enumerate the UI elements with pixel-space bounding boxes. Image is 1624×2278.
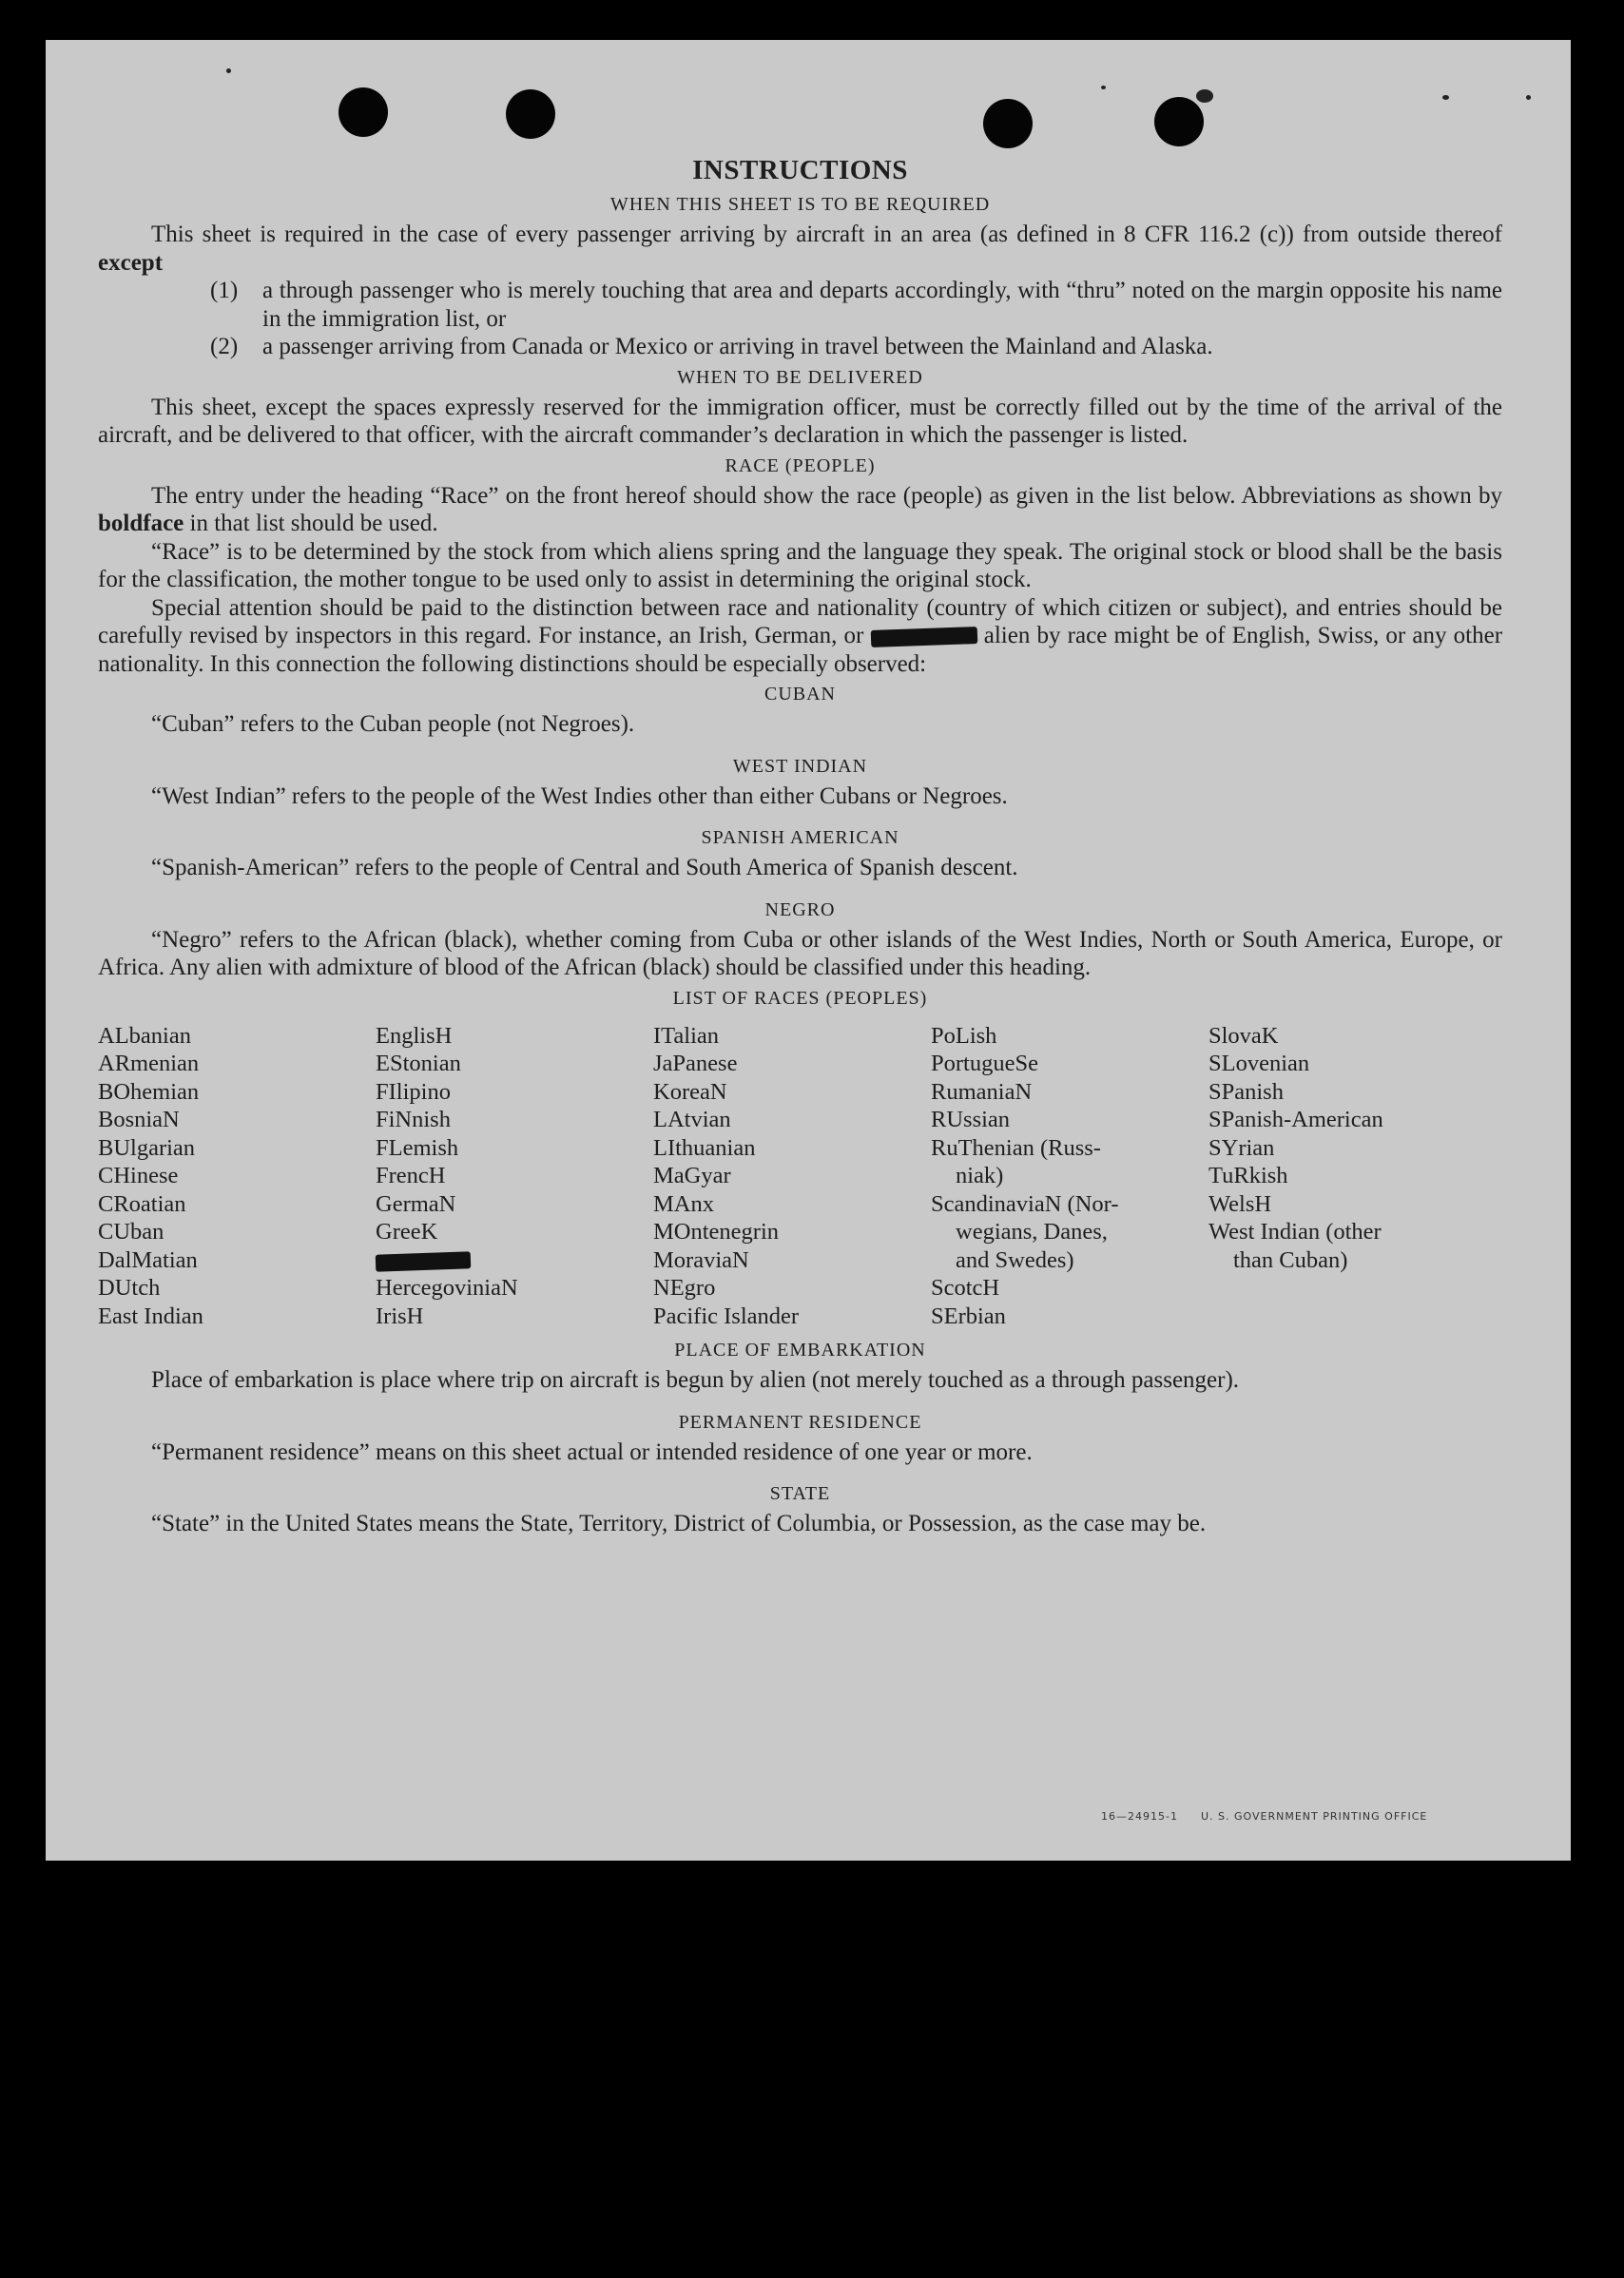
speck [226,68,231,73]
race-entry: BUlgarian [98,1134,196,1161]
paragraph: “Permanent residence” means on this sheet actual or intended residence of one year or more. [151,1438,1033,1465]
section-heading: PERMANENT RESIDENCE [678,1411,922,1433]
paragraph: “State” in the United States means the State, Territory, District of Columbia, or Possession, as the case may be. [151,1511,1207,1536]
race-entry: KoreaN [653,1078,727,1105]
race-entry [376,1246,653,1275]
race-entry: RuThenian (Russ- [931,1134,1101,1161]
race-entry: RUssian [931,1107,1011,1132]
section-heading: WHEN TO BE DELIVERED [677,366,923,388]
race-entry: GermaN [376,1190,456,1217]
paragraph: Special attention should be paid to the distinction between race and nationality (country of which citizen or subject), and entries should be carefully revised by inspectors in this regard. For instance, an Irish, German, or alien by race might be of English, Swiss, or any other nationality. In this connection the following distinctions should be especially observed: [98,594,1503,677]
paragraph: “West Indian” refers to the people of the West Indies other than either Cubans or Negroes. [151,782,1008,809]
section-heading: RACE (PEOPLE) [725,454,876,476]
race-entry: MAnx [653,1190,714,1217]
race-entry: SYrian [1208,1134,1275,1161]
redaction-mark [376,1251,472,1271]
speck [1196,89,1213,103]
race-entry: JaPanese [653,1051,738,1076]
printer-name: U. S. GOVERNMENT PRINTING OFFICE [1200,1810,1428,1823]
instructions-text [98,154,1502,1538]
paragraph: “Spanish-American” refers to the people of Central and South America of Spanish descent. [151,855,1018,880]
section-heading: SPANISH AMERICAN [701,827,899,848]
paragraph: “Negro” refers to the African (black), whether coming from Cuba or other islands of the West Indies, North or South America, Europe, or Africa. Any alien with admixture of blood of the African (black) should be classified under this heading. [98,926,1502,980]
race-entry: FiNnish [376,1107,451,1132]
race-entry: East Indian [98,1303,203,1329]
race-entry: BOhemian [98,1078,200,1105]
race-entry: MoraviaN [653,1246,749,1273]
race-entry: FIlipino [376,1078,451,1105]
list-item: (2) a passenger arriving from Canada or Mexico or arriving in travel between the Mainland and Alaska. [210,334,1213,359]
punch-hole [506,89,555,139]
race-entry: EnglisH [376,1022,453,1049]
paragraph: Place of embarkation is place where trip on aircraft is begun by alien (not merely touched as a through passenger). [151,1367,1240,1393]
race-entry: PoLish [931,1022,997,1049]
document-sheet [46,40,1571,1861]
race-entry: GreeK [376,1219,438,1245]
race-entry: RumaniaN [931,1078,1033,1105]
form-number: 16—24915-1 [1101,1810,1178,1823]
race-entry: than Cuban) [1233,1246,1348,1273]
section-heading: NEGRO [764,898,836,920]
paragraph: “Cuban” refers to the Cuban people (not Negroes). [151,711,635,737]
page-title: INSTRUCTIONS [692,155,908,185]
section-heading: WEST INDIAN [732,755,868,777]
race-entry: Pacific Islander [653,1303,800,1329]
race-entry: MaGyar [653,1163,731,1188]
races-list [98,1022,1502,1331]
race-entry: ALbanian [98,1022,191,1049]
race-entry: BosniaN [98,1107,180,1132]
race-entry: DUtch [98,1275,161,1301]
race-entry: niak) [956,1163,1004,1188]
section-heading: STATE [769,1483,831,1504]
race-entry: MOntenegrin [653,1219,779,1245]
race-entry: SPanish-American [1208,1107,1383,1132]
punch-hole [983,99,1033,148]
race-entry: TuRkish [1208,1163,1288,1188]
redaction-mark [870,627,977,647]
paragraph: The entry under the heading “Race” on the front hereof should show the race (people) as given in the list below. Abbreviations as shown by boldface in that list should be used. [98,482,1502,536]
race-entry: FrencH [376,1163,446,1188]
race-entry: West Indian (other [1208,1219,1382,1245]
speck [1526,95,1531,100]
section-heading: PLACE OF EMBARKATION [674,1340,926,1361]
race-entry: WelsH [1208,1190,1272,1217]
race-entry: ITalian [653,1022,720,1049]
race-entry: NEgro [653,1275,716,1301]
printer-imprint [1101,1810,1450,1823]
race-entry: IrisH [376,1303,424,1329]
paragraph: “Race” is to be determined by the stock from which aliens spring and the language they speak. The original stock or blood shall be the basis for the classification, the mother tongue to be used only to assist in determining the original stock. [98,538,1502,592]
race-entry: ARmenian [98,1051,200,1076]
speck [1442,95,1449,100]
race-entry: EStonian [376,1051,461,1076]
race-entry: LIthuanian [653,1134,756,1161]
punch-hole [1154,97,1204,146]
race-entry: SErbian [931,1303,1006,1329]
race-entry: FLemish [376,1134,459,1161]
race-entry [1208,1303,1486,1331]
punch-hole [338,87,388,137]
paragraph: This sheet is required in the case of every passenger arriving by aircraft in an area (as defined in 8 CFR 116.2 (c)) from outside thereof except [98,222,1502,276]
race-entry: SlovaK [1208,1022,1279,1049]
list-item: (1) a through passenger who is merely touching that area and departs accordingly, with “thru” noted on the margin opposite his name in the immigration list, or [210,278,1502,332]
race-entry [1208,1274,1486,1303]
race-entry: ScotcH [931,1275,1000,1301]
race-entry: CRoatian [98,1190,186,1217]
section-heading: WHEN THIS SHEET IS TO BE REQUIRED [609,194,991,215]
section-heading: CUBAN [764,684,836,705]
race-entry: SLovenian [1208,1051,1310,1076]
race-entry: CUban [98,1219,164,1245]
speck [1101,86,1106,89]
race-entry: PortugueSe [931,1051,1038,1076]
race-entry: wegians, Danes, [956,1219,1108,1245]
race-entry: ScandinaviaN (Nor- [931,1190,1119,1217]
race-entry: and Swedes) [956,1246,1074,1273]
race-entry: CHinese [98,1163,179,1188]
paragraph: This sheet, except the spaces expressly reserved for the immigration officer, must be correctly filled out by the time of the arrival of the aircraft, and be delivered to that officer, with the aircraft commander’s declaration in which the passenger is listed. [98,394,1502,448]
section-heading: LIST OF RACES (PEOPLES) [672,987,928,1009]
race-entry: LAtvian [653,1107,731,1132]
race-entry: DalMatian [98,1246,198,1273]
race-entry: HercegoviniaN [376,1275,518,1301]
race-entry: SPanish [1208,1078,1284,1105]
